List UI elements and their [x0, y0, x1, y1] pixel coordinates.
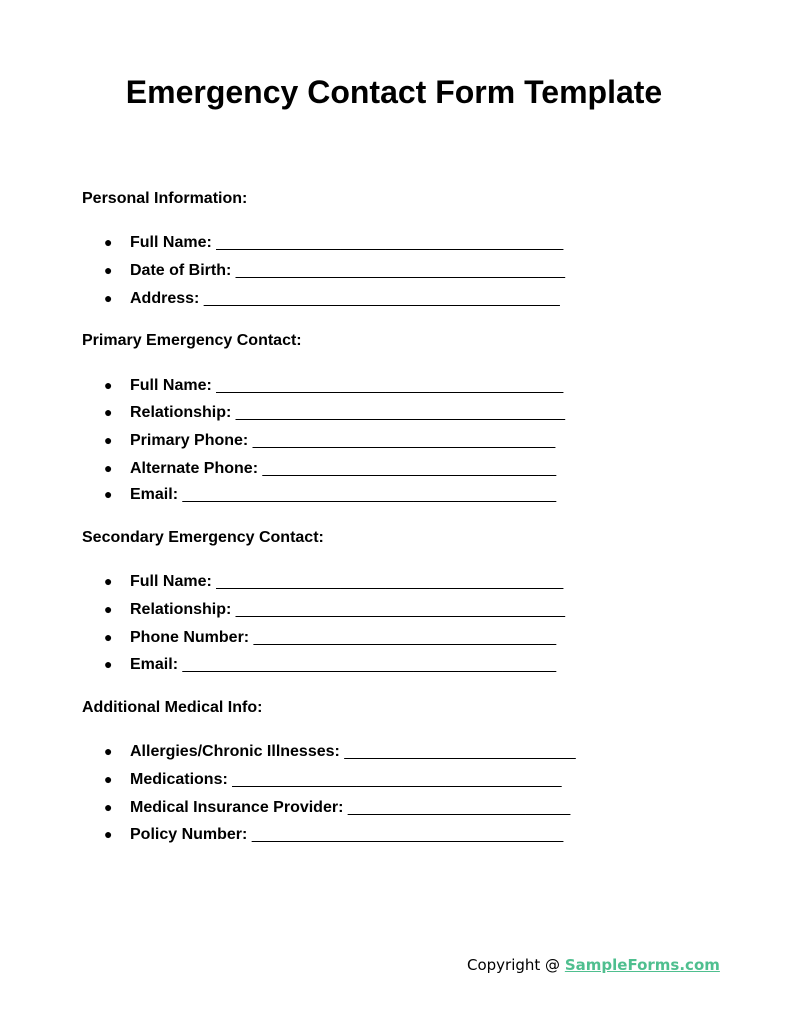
field-label: Primary Phone:	[130, 432, 249, 449]
bullet: ●	[104, 771, 113, 787]
section-heading-primary-emergency-contact: Primary Emergency Contact:	[82, 332, 302, 349]
field-policy-number	[104, 824, 563, 845]
field-allergies	[104, 741, 576, 762]
field-medications	[104, 769, 562, 790]
bullet: ●	[104, 377, 113, 393]
field-label: Medical Insurance Provider:	[130, 799, 344, 816]
field-label: Policy Number:	[130, 826, 248, 843]
sampleforms-link[interactable]: SampleForms.com	[564, 956, 720, 974]
bullet: ●	[104, 404, 113, 420]
field-label: Full Name:	[130, 234, 212, 251]
section-heading-additional-medical-info: Additional Medical Info:	[82, 699, 263, 716]
field-label: Alternate Phone:	[130, 460, 259, 477]
field-label: Email:	[130, 656, 179, 673]
blank-line: __________________________________________	[182, 656, 557, 673]
bullet: ●	[104, 656, 113, 672]
bullet: ●	[104, 743, 113, 759]
blank-line: _____________________________________	[235, 262, 566, 279]
bullet: ●	[104, 629, 113, 645]
blank-line: ___________________________________	[251, 826, 564, 843]
blank-line: _____________________________________	[235, 601, 566, 618]
bullet: ●	[104, 262, 113, 278]
blank-line: ________________________________________	[203, 290, 560, 307]
bullet: ●	[104, 460, 113, 476]
blank-line: _______________________________________	[216, 573, 564, 590]
field-insurance-provider	[104, 797, 570, 818]
field-personal-address	[104, 288, 560, 309]
field-primary-relationship	[104, 402, 565, 423]
field-secondary-phone-number	[104, 627, 556, 648]
field-label: Full Name:	[130, 573, 212, 590]
field-label: Phone Number:	[130, 629, 250, 646]
blank-line: __________________________	[344, 743, 576, 760]
bullet: ●	[104, 573, 113, 589]
page-title: Emergency Contact Form Template	[125, 74, 663, 110]
bullet: ●	[104, 799, 113, 815]
field-primary-phone	[104, 430, 555, 451]
bullet: ●	[104, 486, 113, 502]
field-label: Address:	[130, 290, 200, 307]
field-personal-date-of-birth	[104, 260, 565, 281]
bullet: ●	[104, 234, 113, 250]
field-label: Medications:	[130, 771, 228, 788]
blank-line: __________________________________	[253, 629, 557, 646]
blank-line: __________________________________________	[182, 486, 557, 503]
bullet: ●	[104, 826, 113, 842]
field-secondary-email	[104, 654, 556, 675]
copyright-prefix: Copyright @	[467, 956, 565, 974]
field-primary-alternate-phone	[104, 458, 556, 479]
section-heading-secondary-emergency-contact: Secondary Emergency Contact:	[82, 529, 324, 546]
footer-copyright	[467, 955, 720, 975]
field-secondary-full-name	[104, 571, 563, 592]
field-label: Allergies/Chronic Illnesses:	[130, 743, 340, 760]
bullet: ●	[104, 432, 113, 448]
bullet: ●	[104, 290, 113, 306]
bullet: ●	[104, 601, 113, 617]
field-primary-full-name	[104, 375, 563, 396]
field-primary-email	[104, 484, 556, 505]
blank-line: _____________________________________	[232, 771, 562, 788]
blank-line: __________________________________	[252, 432, 556, 449]
field-secondary-relationship	[104, 599, 565, 620]
blank-line: _______________________________________	[216, 377, 564, 394]
blank-line: _____________________________________	[235, 404, 566, 421]
blank-line: _________________________	[347, 799, 571, 816]
field-label: Email:	[130, 486, 179, 503]
field-label: Full Name:	[130, 377, 212, 394]
blank-line: _________________________________	[262, 460, 557, 477]
section-heading-personal-information: Personal Information:	[82, 190, 248, 207]
blank-line: _______________________________________	[216, 234, 564, 251]
field-label: Date of Birth:	[130, 262, 232, 279]
field-label: Relationship:	[130, 404, 232, 421]
field-personal-full-name	[104, 232, 563, 253]
field-label: Relationship:	[130, 601, 232, 618]
